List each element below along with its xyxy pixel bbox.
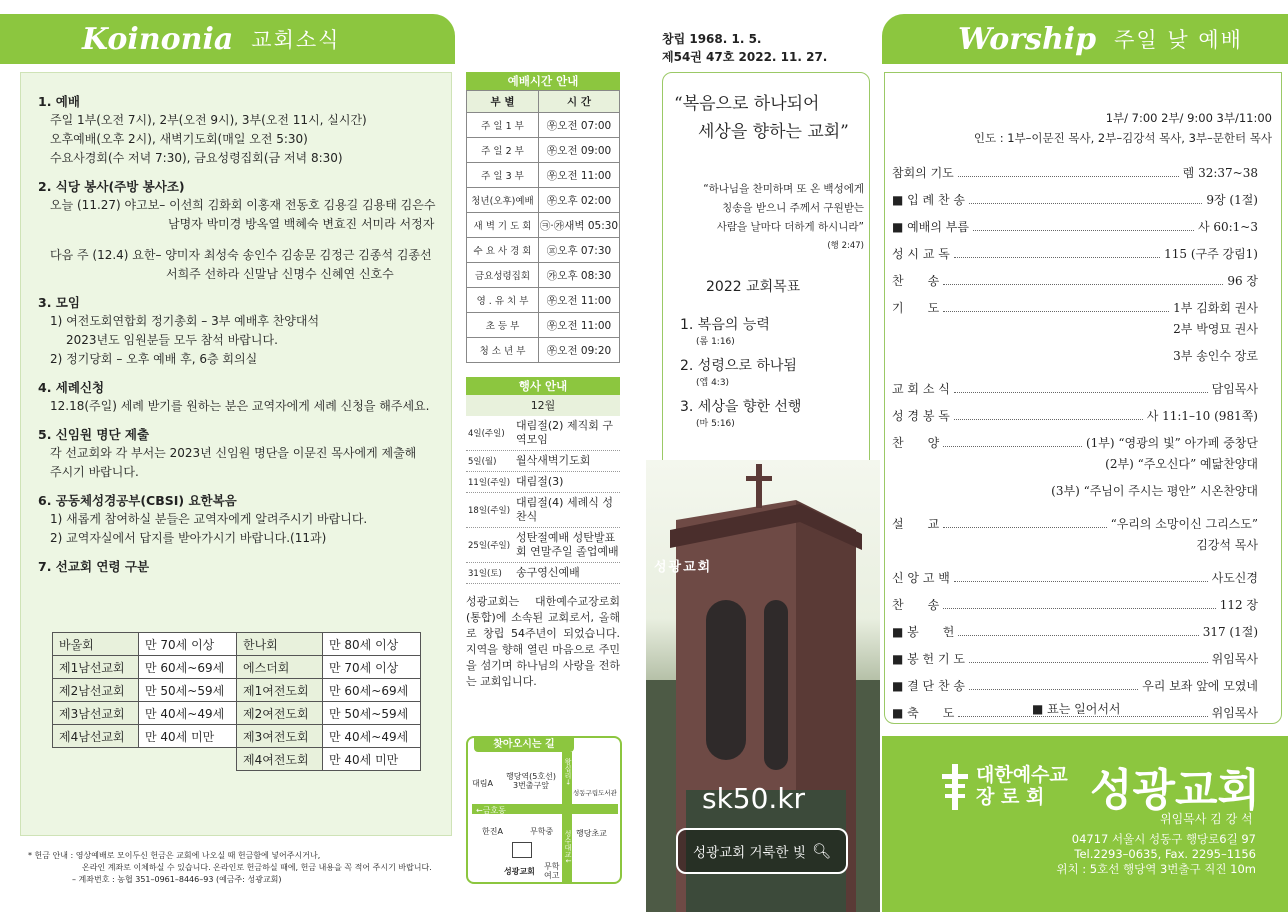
order-label: 설 교: [892, 517, 940, 531]
goals-title: 2022 교회목표: [706, 279, 801, 295]
church-intro: 성광교회는 대한예수교장로회(통합)에 소속된 교회로서, 올해로 창립 54주년이 되었습니다. 지역을 향해 열린 마음으로 주민을 섬기며 하나님의 사랑을 전하는 교회입니다.: [466, 595, 620, 688]
map-label: 왕십리→: [564, 758, 572, 785]
order-label: 찬 양: [892, 436, 940, 450]
issue-info: 제54권 47호 2022. 11. 27.: [662, 50, 828, 64]
event-title: 월삭새벽기도회: [516, 454, 591, 467]
table-cell: 새 벽 기 도 회: [467, 213, 539, 238]
column-header: 시 간: [539, 91, 620, 113]
church-logo-icon: [940, 764, 970, 810]
news-line: 각 선교회와 각 부서는 2023년 신임원 명단을 이문진 목사에게 제출해: [50, 446, 417, 460]
order-value: 3부 송인수 장로: [1173, 349, 1258, 363]
leader-dots: [943, 608, 1216, 609]
table-row: [467, 263, 620, 288]
news-heading: 7. 선교회 연령 구분: [38, 559, 150, 574]
table-cell: ㉬오후 07:30: [539, 238, 620, 263]
news-section: [38, 557, 442, 576]
tower-sign: 성광교회: [654, 560, 713, 575]
church-address: 04717 서울시 성동구 행당로6길 97: [1071, 832, 1256, 846]
table-cell: 에스더회: [237, 656, 323, 679]
order-item: [892, 262, 1258, 289]
verse-line: 칭송을 받으니 주께서 구원받는: [722, 202, 864, 214]
news-heading: 2. 식당 봉사(주방 봉사조): [38, 179, 185, 194]
church-phone: Tel.2293–0635, Fax. 2295–1156: [1074, 847, 1256, 861]
footnote-line: – 계좌번호 : 농협 351–0961–8446–93 (예금주: 성광교회): [72, 875, 282, 884]
order-value: (2부) “주오신다” 예닮찬양대: [1105, 457, 1258, 471]
table-cell: 만 80세 이상: [323, 633, 421, 656]
event-date: 11일(주일): [468, 478, 511, 488]
goal-item: [680, 314, 860, 347]
table-cell: [139, 748, 237, 771]
order-label: 기 도: [892, 301, 940, 315]
leader-dots: [973, 230, 1194, 231]
map-label: 한진A: [482, 827, 503, 836]
senior-pastor: 위임목사 김 강 석: [1160, 812, 1253, 826]
koinonia-subtitle: 교회소식: [251, 28, 341, 52]
goal-text: 1. 복음의 능력: [680, 317, 770, 333]
order-item: [892, 235, 1258, 262]
order-label: ■ 봉 헌: [892, 625, 955, 639]
order-item: [892, 613, 1258, 640]
table-cell: 제2여전도회: [237, 702, 323, 725]
slogan-line: “복음으로 하나되어: [674, 94, 820, 114]
map-label: 무학여고: [544, 862, 560, 880]
event-title: 대림절(3): [516, 475, 564, 488]
event-title: 송구영신예배: [516, 566, 580, 579]
table-cell: 청 소 년 부: [467, 338, 539, 363]
table-cell: 초 등 부: [467, 313, 539, 338]
map-label: 행당역(5호선) 3번출구앞: [506, 772, 556, 790]
leader-dots: [958, 635, 1198, 636]
table-cell: 제4남선교회: [53, 725, 139, 748]
news-line: 서희주 선하라 신말남 신명수 신혜연 신호수: [166, 267, 394, 281]
denomination-line2: 장 로 회: [976, 786, 1045, 808]
worship-subtitle: 주일 낮 예배: [1114, 28, 1243, 52]
news-line: 주일 1부(오전 7시), 2부(오전 9시), 3부(오전 11시, 실시간): [50, 113, 367, 127]
order-item: [892, 424, 1258, 451]
news-section: [38, 425, 442, 482]
koinonia-title: Koinonia: [82, 21, 234, 57]
table-cell: ㉾오전 07:00: [539, 113, 620, 138]
news-line: 2) 정기당회 – 오후 예배 후, 6층 회의실: [50, 352, 258, 366]
search-box[interactable]: [676, 828, 848, 874]
order-value: 1부 김화회 권사: [1173, 301, 1258, 315]
order-item: [892, 505, 1258, 532]
leader-dots: [943, 446, 1082, 447]
church-building-icon: [512, 842, 532, 858]
table-cell: 제4여전도회: [237, 748, 323, 771]
table-cell: 만 40세~49세: [139, 702, 237, 725]
worship-header: [882, 14, 1288, 64]
table-cell: 만 40세 미만: [139, 725, 237, 748]
news-section: [38, 92, 442, 168]
denomination-line1: 대한예수교: [976, 764, 1068, 786]
order-value: 115 (구주 강림1): [1164, 247, 1258, 261]
table-cell: 만 40세 미만: [323, 748, 421, 771]
table-row: [467, 188, 620, 213]
news-heading: 4. 세례신청: [38, 380, 105, 395]
leader-dots: [969, 203, 1202, 204]
table-cell: 제3여전도회: [237, 725, 323, 748]
news-line: 오후예배(오후 2시), 새벽기도회(매일 오전 5:30): [50, 132, 308, 146]
event-date: 5일(월): [468, 457, 497, 467]
order-value: 317 (1절): [1202, 625, 1258, 639]
stand-note: ■ 표는 일어서서: [1032, 702, 1121, 716]
news-section: [38, 293, 442, 369]
table-cell: 금요성령집회: [467, 263, 539, 288]
table-cell: 만 50세~59세: [323, 702, 421, 725]
news-heading: 1. 예배: [38, 94, 80, 109]
order-item: [892, 397, 1258, 424]
table-row: [467, 113, 620, 138]
order-label: ■ 결 단 찬 송: [892, 679, 965, 693]
table-cell: 수 요 사 경 회: [467, 238, 539, 263]
order-label: 찬 송: [892, 598, 940, 612]
order-value: 사도신경: [1211, 571, 1258, 585]
table-cell: 만 60세~69세: [323, 679, 421, 702]
leader-dots: [969, 662, 1208, 663]
goal-ref: (롬 1:16): [696, 337, 735, 347]
order-item: [892, 640, 1258, 667]
search-icon: 🔍︎: [811, 842, 831, 860]
table-row: [467, 213, 620, 238]
table-row: [53, 679, 421, 702]
map-label: 무학중: [530, 827, 554, 836]
leader-dots: [954, 419, 1143, 420]
order-label: 성 경 봉 독: [892, 409, 950, 423]
service-times: 1부/ 7:00 2부/ 9:00 3부/11:00: [1105, 111, 1272, 125]
news-section: [38, 378, 442, 416]
event-title: 성탄절예배 성탄발표회 연말주일 졸업예배: [516, 531, 619, 558]
table-row: [467, 288, 620, 313]
order-item: [892, 289, 1258, 316]
event-date: 31일(토): [468, 569, 502, 579]
leader-dots: [943, 527, 1106, 528]
order-label: ■ 예배의 부름: [892, 220, 969, 234]
list-item: [466, 451, 620, 472]
order-item: [892, 154, 1258, 181]
table-cell: 제3남선교회: [53, 702, 139, 725]
table-row: [53, 656, 421, 679]
map-label: 성동구립도서관: [573, 789, 617, 797]
leader-dots: [969, 689, 1138, 690]
order-value: 사 11:1–10 (981쪽): [1146, 409, 1258, 423]
goal-text: 2. 성령으로 하나됨: [680, 358, 797, 374]
table-row: [467, 313, 620, 338]
column-header: 부 별: [467, 91, 539, 113]
table-cell: ㉾오전 09:20: [539, 338, 620, 363]
goal-ref: (마 5:16): [696, 419, 735, 429]
order-label: ■ 축 도: [892, 706, 955, 720]
news-line: 12.18(주일) 세례 받기를 원하는 분은 교역자에게 세례 신청을 해주세요.: [50, 399, 430, 413]
worship-times-table: [466, 90, 620, 363]
order-item: [892, 370, 1258, 397]
table-cell: ㉪·㉮새벽 05:30: [539, 213, 620, 238]
church-location: 위치 : 5호선 행당역 3번출구 직진 10m: [1056, 862, 1256, 876]
order-value: 위임목사: [1211, 652, 1258, 666]
table-cell: 만 40세~49세: [323, 725, 421, 748]
directions-map: [466, 736, 622, 884]
order-value: 우리 보좌 앞에 모였네: [1142, 679, 1258, 693]
order-item: [892, 208, 1258, 235]
order-label: 교 회 소 식: [892, 382, 950, 396]
news-line: 1) 여전도회연합회 정기총회 – 3부 예배후 찬양대석: [50, 314, 320, 328]
order-value: “우리의 소망이신 그리스도”: [1110, 517, 1258, 531]
table-cell: 제1여전도회: [237, 679, 323, 702]
table-cell: 한나회: [237, 633, 323, 656]
table-row: [467, 138, 620, 163]
table-cell: 영 . 유 치 부: [467, 288, 539, 313]
verse-line: 사람을 날마다 더하게 하시니라”: [716, 221, 864, 233]
event-title: 대림절(2) 제직회 구역모임: [516, 419, 613, 446]
table-cell: 만 60세~69세: [139, 656, 237, 679]
goal-ref: (엡 4:3): [696, 378, 730, 388]
table-cell: ㉾오후 02:00: [539, 188, 620, 213]
news-line: 2023년도 임원분들 모두 참석 바랍니다.: [66, 333, 278, 347]
table-row: [53, 702, 421, 725]
events-list: [466, 416, 620, 584]
list-item: [466, 416, 620, 451]
order-label: 성 시 교 독: [892, 247, 950, 261]
order-value: 렘 32:37~38: [1182, 166, 1258, 180]
map-church-label: 성광교회: [504, 867, 535, 876]
list-item: [466, 472, 620, 493]
table-cell: ㉮오후 08:30: [539, 263, 620, 288]
map-label: 성수대교↓: [564, 830, 572, 864]
table-cell: 청년(오후)예배: [467, 188, 539, 213]
order-of-worship: [892, 154, 1258, 721]
worship-times-title: 예배시간 안내: [466, 72, 620, 90]
table-cell: 제2남선교회: [53, 679, 139, 702]
order-value: 9장 (1절): [1206, 193, 1258, 207]
slogan-line: 세상을 향하는 교회”: [698, 122, 849, 142]
news-heading: 3. 모임: [38, 295, 80, 310]
map-title: 찾아오시는 길: [474, 738, 574, 752]
table-row: [467, 238, 620, 263]
order-value: 96 장: [1227, 274, 1258, 288]
goal-item: [680, 396, 860, 429]
table-cell: ㉾오전 11:00: [539, 163, 620, 188]
list-item: [466, 563, 620, 584]
verse-line: “하나님을 찬미하며 또 온 백성에게: [703, 183, 864, 195]
website-url[interactable]: sk50.kr: [702, 782, 806, 815]
order-value: 위임목사: [1211, 706, 1258, 720]
table-row: [53, 748, 421, 771]
founded-date: 창립 1968. 1. 5.: [662, 32, 762, 46]
koinonia-header: [0, 14, 455, 64]
news-line: 오늘 (11.27) 야고보– 이선희 김화회 이홍재 전동호 김용길 김용태 김은수: [50, 198, 436, 212]
event-date: 18일(주일): [468, 506, 511, 516]
order-value: 2부 박영묘 권사: [1173, 322, 1258, 336]
news-line: 2) 교역자실에서 답지를 받아가시기 바랍니다.(11과): [50, 531, 327, 545]
table-cell: 만 70세 이상: [323, 656, 421, 679]
leader-dots: [954, 392, 1208, 393]
order-item: [892, 667, 1258, 694]
map-label: 행당초교: [576, 829, 607, 838]
news-line: 1) 새롭게 참여하실 분들은 교역자에게 알려주시기 바랍니다.: [50, 512, 368, 526]
table-cell: ㉾오전 09:00: [539, 138, 620, 163]
event-date: 25일(주일): [468, 541, 511, 551]
order-label: 참회의 기도: [892, 166, 954, 180]
church-slogan: [674, 90, 849, 146]
news-line: 다음 주 (12.4) 요한– 양미자 최성숙 송인수 김송문 김정근 김종석 김종선: [50, 248, 432, 262]
list-item: [466, 493, 620, 528]
goal-text: 3. 세상을 향한 선행: [680, 399, 802, 415]
schedule-column: [466, 72, 620, 690]
order-item: [892, 181, 1258, 208]
order-value: (3부) “주님이 주시는 평안” 시온찬양대: [1051, 484, 1258, 498]
order-value: 사 60:1~3: [1197, 220, 1258, 234]
leader-dots: [943, 284, 1223, 285]
verse-ref: (행 2:47): [827, 241, 864, 251]
event-date: 4일(주일): [468, 429, 505, 439]
footnote-line: * 헌금 안내 : 영상예배로 모이두신 헌금은 교회에 나오실 때 헌금함에 넣어주시거나,: [28, 851, 321, 860]
offering-footnote: [28, 850, 448, 886]
order-label: 찬 송: [892, 274, 940, 288]
table-row: [467, 338, 620, 363]
worship-title: Worship: [958, 21, 1097, 57]
map-label: ←금호동: [476, 806, 506, 815]
church-photo: [646, 460, 880, 912]
order-value: 김강석 목사: [1196, 538, 1258, 552]
order-item: [892, 559, 1258, 586]
church-name: 성광교회: [1090, 765, 1261, 816]
bible-verse: [672, 180, 864, 256]
news-line: 주시기 바랍니다.: [50, 465, 139, 479]
church-info-panel: [882, 736, 1288, 912]
order-item: [892, 586, 1258, 613]
list-item: [466, 528, 620, 563]
table-row: [53, 633, 421, 656]
church-goals: [680, 314, 860, 437]
order-label: ■ 봉 헌 기 도: [892, 652, 965, 666]
mission-age-table: [52, 632, 421, 771]
table-cell: 만 50세~59세: [139, 679, 237, 702]
service-leaders: 인도 : 1부–이문진 목사, 2부–김강석 목사, 3부–문한터 목사: [973, 131, 1272, 145]
table-cell: 주 일 3 부: [467, 163, 539, 188]
events-month: 12월: [466, 395, 620, 416]
order-label: 신 앙 고 백: [892, 571, 950, 585]
news-heading: 6. 공동체성경공부(CBSI) 요한복음: [38, 493, 237, 508]
news-section: [38, 177, 442, 284]
leader-dots: [954, 581, 1208, 582]
church-news: [38, 92, 442, 585]
table-cell: 주 일 1 부: [467, 113, 539, 138]
news-section: [38, 491, 442, 548]
order-label: ■ 입 례 찬 송: [892, 193, 965, 207]
table-row: [53, 725, 421, 748]
table-cell: [53, 748, 139, 771]
table-row: [467, 163, 620, 188]
map-label: 대림A: [472, 779, 493, 788]
news-line: 남명자 박미경 방옥열 백혜숙 변효진 서미라 서정자: [168, 217, 435, 231]
order-value: 112 장: [1219, 598, 1258, 612]
table-cell: 제1남선교회: [53, 656, 139, 679]
table-cell: 주 일 2 부: [467, 138, 539, 163]
leader-dots: [954, 257, 1160, 258]
leader-dots: [943, 311, 1169, 312]
leader-dots: [958, 176, 1179, 177]
table-cell: ㉾오전 11:00: [539, 288, 620, 313]
footnote-line: 온라인 계좌로 이체하실 수 있습니다. 온라인로 헌금하실 때에, 헌금 내용을 꼭 적어 주시기 바랍니다.: [82, 863, 432, 872]
news-heading: 5. 신임원 명단 제출: [38, 427, 150, 442]
table-cell: ㉾오전 11:00: [539, 313, 620, 338]
goal-item: [680, 355, 860, 388]
news-line: [38, 234, 442, 246]
search-text: 성광교회 거룩한 빛: [693, 845, 806, 861]
event-title: 대림절(4) 세례식 성찬식: [516, 496, 613, 523]
order-value: (1부) “영광의 빛” 아가페 중창단: [1085, 436, 1258, 450]
table-cell: 바울회: [53, 633, 139, 656]
news-line: 수요사경회(수 저녁 7:30), 금요성령집회(금 저녁 8:30): [50, 151, 343, 165]
events-title: 행사 안내: [466, 377, 620, 395]
table-header-row: [467, 91, 620, 113]
order-value: 담임목사: [1211, 382, 1258, 396]
table-cell: 만 70세 이상: [139, 633, 237, 656]
